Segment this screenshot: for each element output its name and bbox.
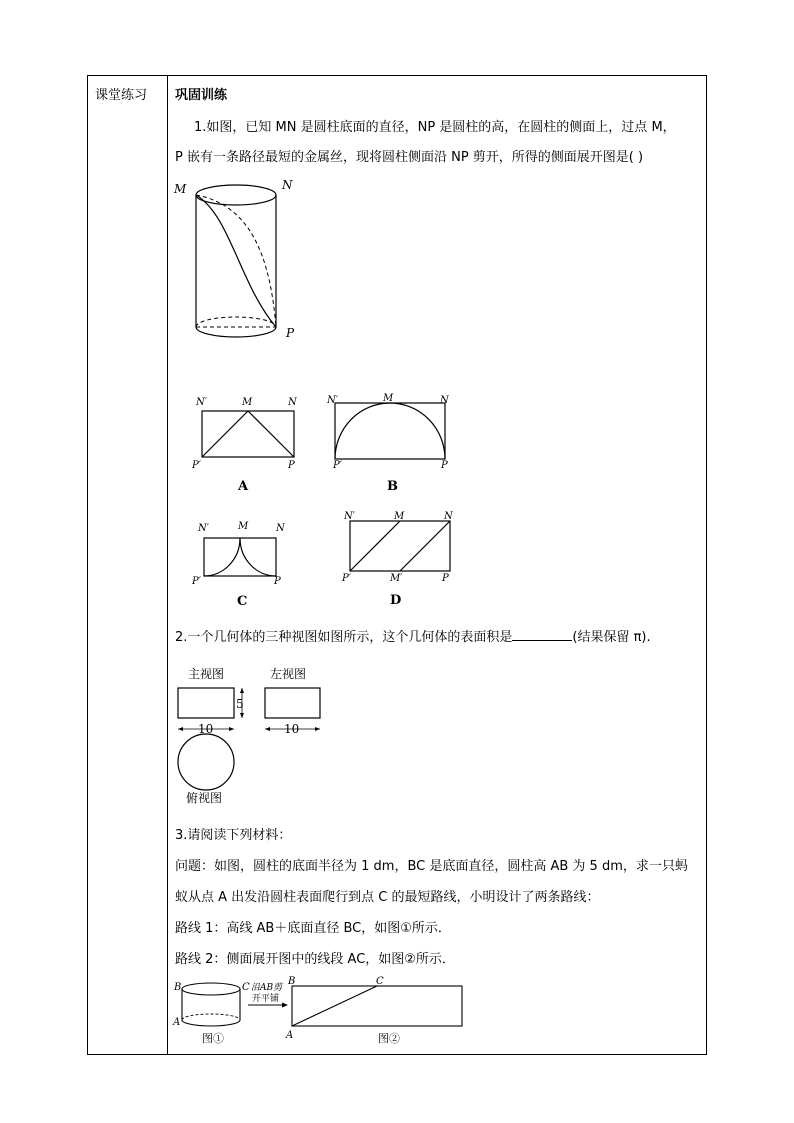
option-d-caption: D — [390, 593, 402, 608]
q2-text — [175, 626, 651, 645]
option-c-label-m: M — [238, 521, 249, 532]
option-c-label-n-prime: N′ — [198, 523, 210, 534]
option-d-label-p: P — [442, 573, 449, 584]
option-c-label-p: P — [274, 576, 281, 587]
section-title: 巩固训练 — [175, 88, 228, 103]
q3-intro: 3.请阅读下列材料： — [175, 828, 292, 843]
section-label: 课堂练习 — [95, 88, 148, 103]
option-a-caption: A — [238, 479, 249, 494]
fig2-label-b: B — [288, 976, 296, 987]
option-d-label-n: N — [444, 511, 453, 522]
option-d-label-p-prime: P′ — [342, 573, 351, 584]
q3-route2: 路线 2：侧面展开图中的线段 AC，如图②所示． — [175, 952, 455, 967]
option-c-label-n: N — [276, 523, 285, 534]
fig1-label-a: A — [173, 1017, 181, 1028]
fig2-label-a: A — [286, 1030, 294, 1041]
fig1-caption: 图① — [202, 1032, 224, 1045]
option-b-label-n-prime: N′ — [327, 395, 339, 406]
dim-width-front-label: 10 — [198, 722, 214, 736]
left-view-label: 左视图 — [270, 667, 307, 681]
option-c-caption: C — [237, 594, 248, 609]
top-view-label: 俯视图 — [186, 791, 223, 805]
front-view-label: 主视图 — [188, 667, 225, 681]
option-d-label-m: M — [394, 511, 405, 522]
q1-line1: 1.如图，已知 MN 是圆柱底面的直径，NP 是圆柱的高，在圆柱的侧面上，过点 M， — [194, 120, 676, 135]
fig2-caption: 图② — [378, 1032, 400, 1045]
option-a-label-n: N — [288, 397, 297, 408]
q3-route-figure — [170, 974, 470, 1049]
option-b-label-p-prime: P′ — [333, 460, 342, 471]
q2-text-before: 2.一个几何体的三种视图如图所示，这个几何体的表面积是 — [175, 630, 513, 645]
cyl-label-m: M — [174, 182, 187, 196]
option-b-label-p: P — [441, 460, 448, 471]
dim-width-left-label: 10 — [284, 722, 300, 736]
dim-height-label: 5 — [236, 697, 244, 711]
arrow-text-top: 沿AB剪 — [251, 983, 283, 993]
option-c-label-p-prime: P′ — [192, 576, 201, 587]
option-d-figure — [340, 509, 465, 609]
option-b-figure — [325, 393, 460, 498]
q1-line2: P 嵌有一条路径最短的金属丝，现将圆柱侧面沿 NP 剪开，所得的侧面展开图是( ) — [175, 150, 644, 165]
option-b-caption: B — [387, 479, 398, 494]
q3-problem-line2: 蚁从点 A 出发沿圆柱表面爬行到点 C 的最短路线，小明设计了两条路线： — [175, 890, 600, 905]
q2-answer-blank — [512, 629, 572, 641]
option-b-label-n: N — [440, 395, 449, 406]
arrow-text-bottom: 开平铺 — [252, 994, 280, 1004]
option-a-label-p: P — [288, 460, 295, 471]
fig2-label-c: C — [376, 976, 384, 987]
column-divider — [167, 75, 168, 1055]
fig1-label-c: C — [242, 982, 250, 993]
q3-route1: 路线 1：高线 AB＋底面直径 BC，如图①所示． — [175, 921, 451, 936]
cyl-label-p: P — [286, 326, 295, 340]
option-d-label-m-prime: M′ — [390, 573, 403, 584]
fig1-label-b: B — [174, 982, 182, 993]
option-c-figure — [190, 518, 300, 613]
option-a-label-m: M — [242, 397, 253, 408]
cyl-label-n: N — [282, 178, 293, 192]
q2-text-after: (结果保留 π). — [572, 630, 651, 645]
option-a-label-n-prime: N′ — [196, 397, 208, 408]
q1-cylinder-figure — [170, 175, 310, 355]
q3-problem-line1: 问题：如图，圆柱的底面半径为 1 dm，BC 是底面直径，圆柱高 AB 为 5 dm，求一只蚂 — [175, 859, 688, 874]
option-d-label-n-prime: N′ — [344, 511, 356, 522]
option-b-label-m: M — [383, 393, 394, 404]
q2-three-views-figure — [170, 664, 340, 809]
option-a-label-p-prime: P′ — [192, 460, 201, 471]
option-a-figure — [190, 393, 320, 498]
